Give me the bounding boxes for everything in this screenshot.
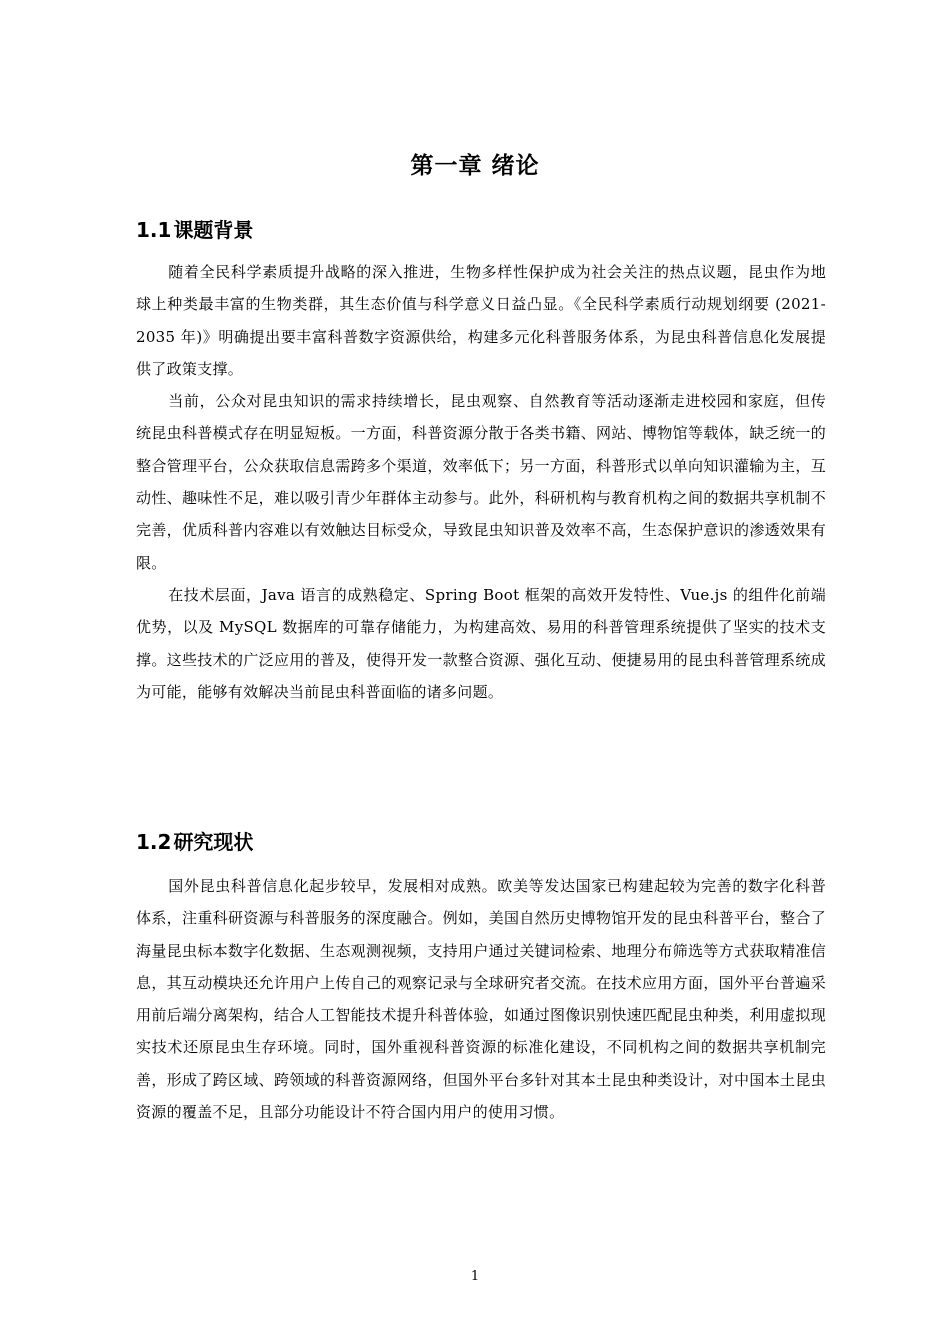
section-heading-1-1 bbox=[136, 215, 253, 245]
section-title: 研究现状 bbox=[173, 830, 254, 854]
chapter-title: 第一章 绪论 bbox=[410, 153, 540, 179]
paragraph: 当前，公众对昆虫知识的需求持续增长，昆虫观察、自然教育等活动逐渐走进校园和家庭，但传统昆虫科普模式存在明显短板。一方面，科普资源分散于各类书籍、网站、博物馆等载体，缺乏统一的整合管理平台，公众获取信息需跨多个渠道，效率低下；另一方面，科普形式以单向知识灌输为主，互动性、趣味性不足，难以吸引青少年群体主动参与。此外，科研机构与教育机构之间的数据共享机制不完善，优质科普内容难以有效触达目标受众，导致昆虫知识普及效率不高，生态保护意识的渗透效果有限。 bbox=[136, 392, 826, 572]
paragraph: 随着全民科学素质提升战略的深入推进，生物多样性保护成为社会关注的热点议题，昆虫作为地球上种类最丰富的生物类群，其生态价值与科学意义日益凸显。《全民科学素质行动规划纲要 (2021-2035 年)》明确提出要丰富科普数字资源供给，构建多元化科普服务体系，为昆虫科普信息化发展提供了政策支撑。 bbox=[136, 263, 826, 378]
page-number: 1 bbox=[470, 1269, 480, 1284]
section-body-1-1 bbox=[136, 256, 826, 708]
paragraph: 在技术层面，Java 语言的成熟稳定、Spring Boot 框架的高效开发特性、Vue.js 的组件化前端优势，以及 MySQL 数据库的可靠存储能力，为构建高效、易用的科普管理系统提供了坚实的技术支撑。这些技术的广泛应用的普及，使得开发一款整合资源、强化互动、便捷易用的昆虫科普管理系统成为可能，能够有效解决当前昆虫科普面临的诸多问题。 bbox=[136, 585, 826, 701]
section-heading-1-2 bbox=[136, 827, 253, 857]
section-body-1-2 bbox=[136, 870, 826, 1128]
paragraph: 国外昆虫科普信息化起步较早，发展相对成熟。欧美等发达国家已构建起较为完善的数字化科普体系，注重科研资源与科普服务的深度融合。例如，美国自然历史博物馆开发的昆虫科普平台，整合了海量昆虫标本数字化数据、生态观测视频，支持用户通过关键词检索、地理分布筛选等方式获取精准信息，其互动模块还允许用户上传自己的观察记录与全球研究者交流。在技术应用方面，国外平台普遍采用前后端分离架构，结合人工智能技术提升科普体验，如通过图像识别快速匹配昆虫种类，利用虚拟现实技术还原昆虫生存环境。同时，国外重视科普资源的标准化建设，不同机构之间的数据共享机制完善，形成了跨区域、跨领域的科普资源网络，但国外平台多针对其本土昆虫种类设计，对中国本土昆虫资源的覆盖不足，且部分功能设计不符合国内用户的使用习惯。 bbox=[136, 877, 826, 1122]
section-title: 课题背景 bbox=[173, 218, 254, 242]
section-number: 1.2 bbox=[136, 830, 172, 854]
section-number: 1.1 bbox=[136, 218, 172, 242]
